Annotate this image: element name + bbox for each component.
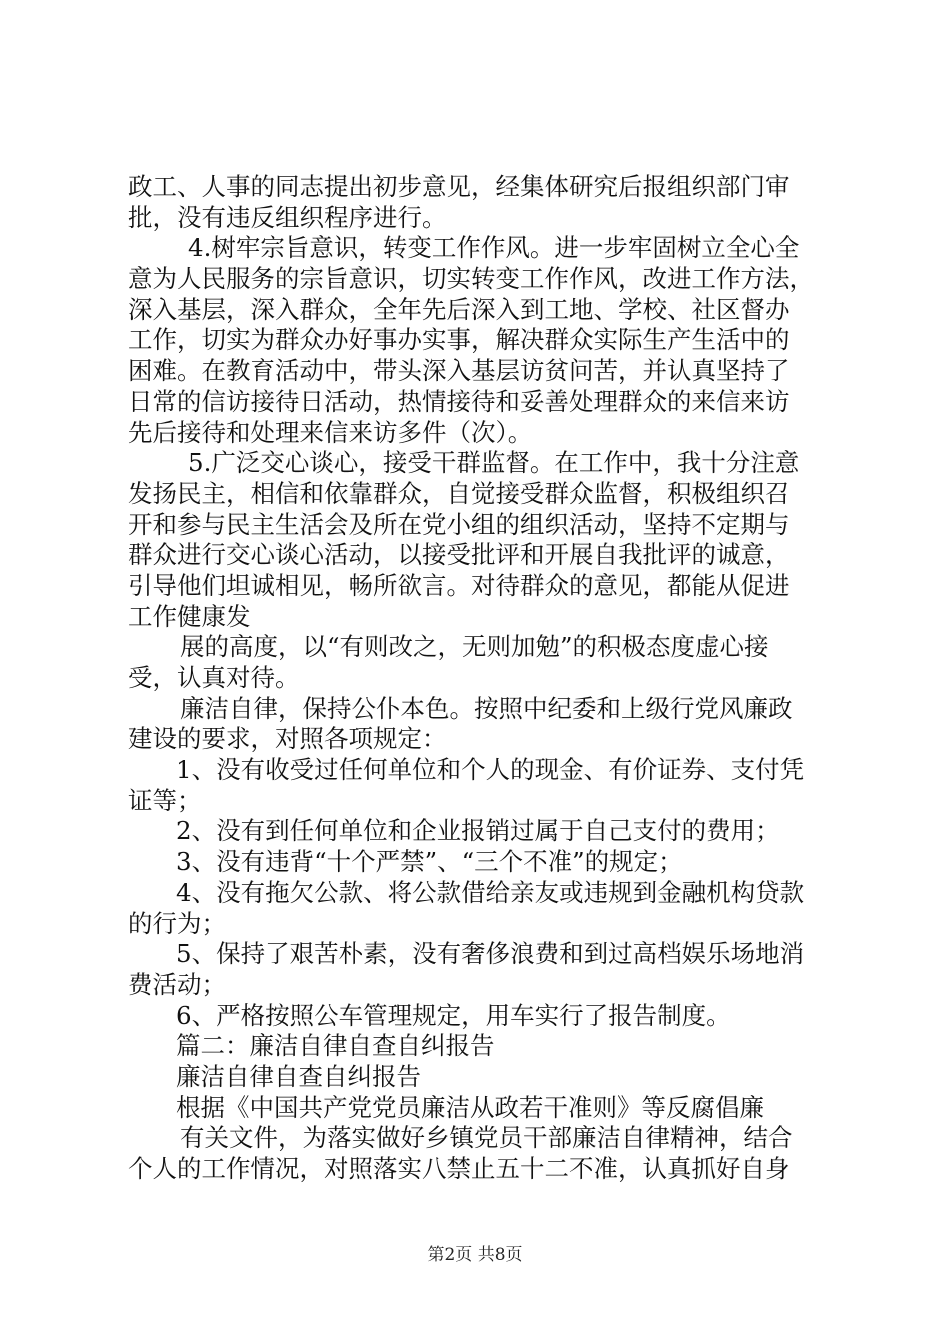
text-line: 的行为； — [128, 908, 226, 938]
document-body — [128, 172, 836, 1185]
text-line: 政工、人事的同志提出初步意见，经集体研究后报组织部门审 — [128, 172, 790, 201]
text-line: 深入基层，深入群众，全年先后深入到工地、学校、社区督办 — [128, 294, 790, 324]
text-line: 群众进行交心谈心活动，以接受批评和开展自我批评的诚意， — [128, 540, 790, 570]
text-line: 工作，切实为群众办好事办实事，解决群众实际生产生活中的 — [128, 325, 790, 355]
text-line: 4.树牢宗旨意识，转变工作作风。进一步牢固树立全心全 — [188, 233, 800, 263]
text-line: 6、严格按照公车管理规定，用车实行了报告制度。 — [176, 1000, 731, 1030]
text-line: 费活动； — [128, 969, 226, 999]
text-line: 篇二：廉洁自律自查自纠报告 — [176, 1031, 495, 1061]
text-line: 意为人民服务的宗旨意识，切实转变工作作风，改进工作方法， — [128, 264, 814, 294]
text-line: 开和参与民主生活会及所在党小组的组织活动，坚持不定期与 — [128, 509, 790, 539]
text-line: 廉洁自律自查自纠报告 — [176, 1061, 421, 1091]
text-line: 有关文件，为落实做好乡镇党员干部廉洁自律精神，结合 — [180, 1123, 793, 1153]
text-line: 个人的工作情况，对照落实八禁止五十二不准，认真抓好自身 — [128, 1154, 790, 1183]
text-line: 工作健康发 — [128, 601, 251, 631]
text-line: 2、没有到任何单位和企业报销过属于自己支付的费用； — [176, 816, 780, 846]
text-line: 先后接待和处理来信来访多件（次）。 — [128, 417, 533, 447]
text-line: 引导他们坦诚相见，畅所欲言。对待群众的意见，都能从促进 — [128, 570, 790, 600]
text-line: 廉洁自律，保持公仆本色。按照中纪委和上级行党风廉政 — [180, 693, 793, 723]
text-line: 3、没有违背“十个严禁”、“三个不准”的规定； — [176, 847, 683, 877]
text-line: 批，没有违反组织程序进行。 — [128, 202, 447, 232]
text-line: 5、保持了艰苦朴素，没有奢侈浪费和到过高档娱乐场地消 — [176, 939, 805, 969]
text-line: 证等； — [128, 785, 202, 815]
text-line: 5.广泛交心谈心，接受干群监督。在工作中，我十分注意 — [188, 448, 800, 478]
text-line: 根据《中国共产党党员廉洁从政若干准则》等反腐倡廉 — [176, 1092, 764, 1122]
text-line: 困难。在教育活动中，带头深入基层访贫问苦，并认真坚持了 — [128, 356, 790, 386]
text-line: 展的高度，以“有则改之，无则加勉”的积极态度虚心接 — [180, 632, 769, 662]
text-line: 受，认真对待。 — [128, 663, 300, 692]
text-line: 4、没有拖欠公款、将公款借给亲友或违规到金融机构贷款 — [176, 877, 805, 907]
text-line: 发扬民主，相信和依靠群众，自觉接受群众监督，积极组织召 — [128, 478, 790, 508]
text-line: 1、没有收受过任何单位和个人的现金、有价证券、支付凭 — [176, 755, 805, 785]
page-number-footer: 第2页 共8页 — [427, 1245, 523, 1265]
text-line: 建设的要求，对照各项规定： — [128, 724, 447, 754]
text-line: 日常的信访接待日活动，热情接待和妥善处理群众的来信来访 — [128, 386, 790, 416]
